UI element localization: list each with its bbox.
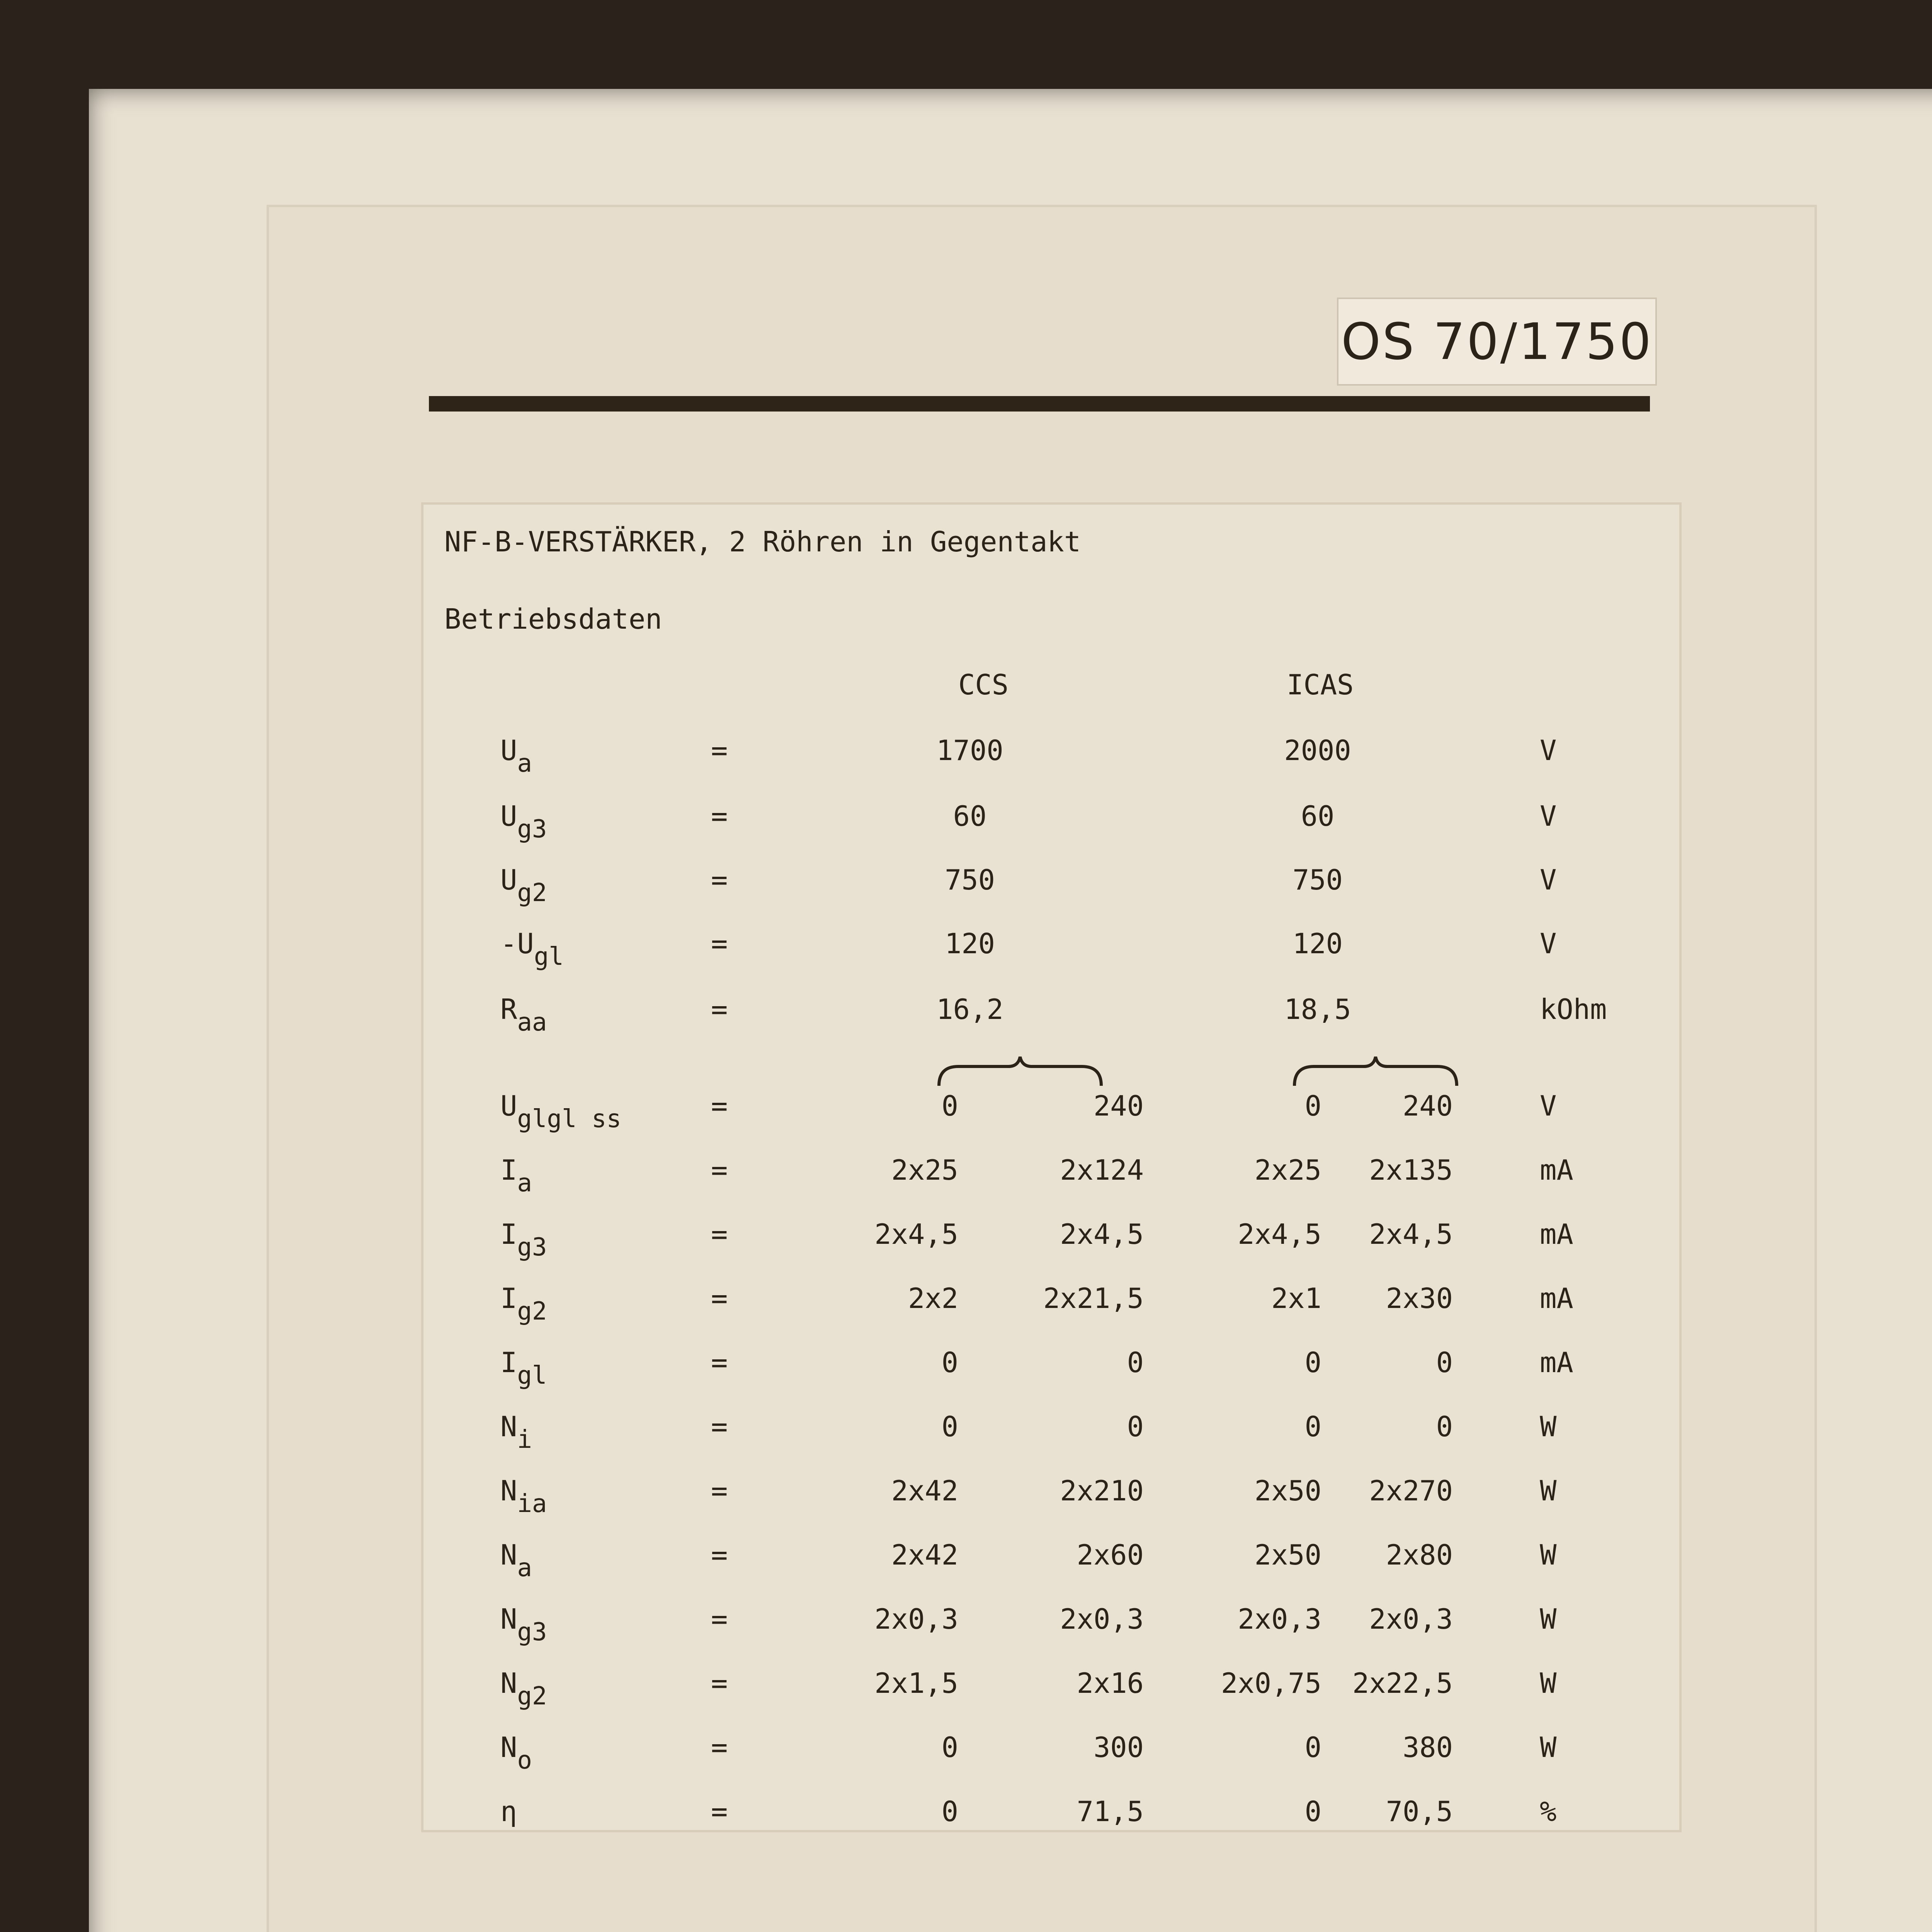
icas-value-start: 0: [1304, 1410, 1321, 1443]
symbol: $N_a$: [500, 1539, 532, 1582]
icas-value: 750: [1292, 864, 1343, 896]
unit: mA: [1540, 1282, 1573, 1315]
ccs-value-end: 0: [1127, 1346, 1144, 1379]
ccs-value: 1700: [936, 734, 1003, 767]
equals-sign: =: [711, 1090, 728, 1122]
symbol: $I_a$: [500, 1154, 532, 1197]
unit: W: [1540, 1539, 1557, 1571]
icas-value-end: 380: [1402, 1731, 1453, 1764]
ccs-value-start: 0: [941, 1346, 958, 1379]
ccs-value-start: 2x0,3: [874, 1603, 958, 1635]
unit: W: [1540, 1475, 1557, 1507]
equals-sign: =: [711, 864, 728, 896]
ccs-value-start: 2x1,5: [874, 1667, 958, 1699]
column-header-ccs: CCS: [958, 668, 1009, 701]
icas-value-start: 2x50: [1254, 1475, 1321, 1507]
icas-value-start: 2x1: [1271, 1282, 1321, 1315]
ccs-brace: [935, 1055, 1105, 1090]
symbol: $N_{g3}$: [500, 1603, 547, 1646]
equals-sign: =: [711, 1795, 728, 1828]
icas-value: 18,5: [1284, 993, 1351, 1026]
icas-value-end: 2x0,3: [1369, 1603, 1453, 1635]
equals-sign: =: [711, 1475, 728, 1507]
symbol: $N_i$: [500, 1410, 532, 1454]
ccs-value-start: 0: [941, 1795, 958, 1828]
ccs-value-end: 2x60: [1077, 1539, 1144, 1571]
equals-sign: =: [711, 1667, 728, 1699]
table-row: [0, 1154, 1932, 1200]
equals-sign: =: [711, 1282, 728, 1315]
symbol: $I_{g3}$: [500, 1218, 547, 1262]
table-row: [0, 1218, 1932, 1264]
icas-value: 120: [1292, 927, 1343, 960]
equals-sign: =: [711, 1218, 728, 1250]
table-row: [0, 1539, 1932, 1585]
table-row: [0, 864, 1932, 910]
symbol: $U_{g2}$: [500, 864, 547, 907]
icas-value-end: 2x80: [1386, 1539, 1453, 1571]
symbol: $U_a$: [500, 734, 532, 778]
table-row: [0, 1731, 1932, 1777]
icas-value-end: 0: [1436, 1346, 1453, 1379]
equals-sign: =: [711, 1410, 728, 1443]
icas-value-end: 2x270: [1369, 1475, 1453, 1507]
icas-value-end: 2x30: [1386, 1282, 1453, 1315]
table-row: [0, 1282, 1932, 1328]
ccs-value: 16,2: [936, 993, 1003, 1026]
table-row: [0, 1795, 1932, 1842]
section-title: Betriebsdaten: [444, 603, 662, 635]
ccs-value-end: 2x124: [1060, 1154, 1144, 1186]
table-row: [0, 1410, 1932, 1457]
icas-value-start: 2x0,3: [1238, 1603, 1321, 1635]
equals-sign: =: [711, 734, 728, 767]
unit: kOhm: [1540, 993, 1607, 1026]
column-header-icas: ICAS: [1287, 668, 1354, 701]
icas-value-end: 70,5: [1386, 1795, 1453, 1828]
icas-value-end: 2x4,5: [1369, 1218, 1453, 1250]
equals-sign: =: [711, 1154, 728, 1186]
table-row: [0, 1346, 1932, 1393]
unit: V: [1540, 800, 1557, 832]
unit: V: [1540, 1090, 1557, 1122]
symbol: $U_{glgl ss}$: [500, 1090, 622, 1133]
unit: V: [1540, 927, 1557, 960]
symbol: $N_{ia}$: [500, 1475, 547, 1518]
ccs-value-end: 0: [1127, 1410, 1144, 1443]
ccs-value-start: 0: [941, 1731, 958, 1764]
unit: W: [1540, 1667, 1557, 1699]
icas-brace: [1291, 1055, 1461, 1090]
symbol: $N_{g2}$: [500, 1667, 547, 1711]
equals-sign: =: [711, 927, 728, 960]
symbol: $I_{gl}$: [500, 1346, 547, 1390]
unit: mA: [1540, 1346, 1573, 1379]
table-row: [0, 1090, 1932, 1136]
equals-sign: =: [711, 1539, 728, 1571]
equals-sign: =: [711, 993, 728, 1026]
unit: V: [1540, 734, 1557, 767]
unit: W: [1540, 1603, 1557, 1635]
symbol: $I_{g2}$: [500, 1282, 547, 1326]
icas-value-start: 0: [1304, 1731, 1321, 1764]
ccs-value-end: 2x16: [1077, 1667, 1144, 1699]
icas-value-start: 0: [1304, 1090, 1321, 1122]
ccs-value: 60: [953, 800, 987, 832]
symbol: $-U_{gl}$: [500, 927, 564, 971]
table-row: [0, 1603, 1932, 1649]
ccs-value-end: 2x0,3: [1060, 1603, 1144, 1635]
symbol: $N_o$: [500, 1731, 532, 1775]
unit: mA: [1540, 1154, 1573, 1186]
ccs-value-start: 0: [941, 1090, 958, 1122]
symbol: η: [500, 1795, 517, 1828]
ccs-value-end: 71,5: [1077, 1795, 1144, 1828]
icas-value-end: 240: [1402, 1090, 1453, 1122]
ccs-value-end: 2x4,5: [1060, 1218, 1144, 1250]
unit: mA: [1540, 1218, 1573, 1250]
document-code: OS 70/1750: [1337, 298, 1657, 386]
icas-value-start: 0: [1304, 1346, 1321, 1379]
ccs-value-start: 2x25: [891, 1154, 958, 1186]
equals-sign: =: [711, 1603, 728, 1635]
table-row: [0, 927, 1932, 974]
icas-value: 2000: [1284, 734, 1351, 767]
ccs-value-start: 0: [941, 1410, 958, 1443]
unit: V: [1540, 864, 1557, 896]
icas-value-start: 2x50: [1254, 1539, 1321, 1571]
ccs-value-end: 300: [1093, 1731, 1144, 1764]
equals-sign: =: [711, 800, 728, 832]
ccs-value-start: 2x4,5: [874, 1218, 958, 1250]
ccs-value-start: 2x2: [908, 1282, 958, 1315]
equals-sign: =: [711, 1346, 728, 1379]
unit: %: [1540, 1795, 1557, 1828]
icas-value-start: 2x4,5: [1238, 1218, 1321, 1250]
icas-value-end: 2x22,5: [1352, 1667, 1453, 1699]
table-row: [0, 1667, 1932, 1713]
ccs-value-end: 2x210: [1060, 1475, 1144, 1507]
icas-value: 60: [1301, 800, 1335, 832]
ccs-value: 120: [944, 927, 995, 960]
icas-value-start: 2x0,75: [1221, 1667, 1321, 1699]
ccs-value: 750: [944, 864, 995, 896]
table-row: [0, 993, 1932, 1039]
icas-value-start: 2x25: [1254, 1154, 1321, 1186]
top-rule: [429, 396, 1650, 412]
unit: W: [1540, 1731, 1557, 1764]
ccs-value-start: 2x42: [891, 1539, 958, 1571]
symbol: $R_{aa}$: [500, 993, 547, 1037]
ccs-value-start: 2x42: [891, 1475, 958, 1507]
icas-value-end: 2x135: [1369, 1154, 1453, 1186]
ccs-value-end: 240: [1093, 1090, 1144, 1122]
ccs-value-end: 2x21,5: [1043, 1282, 1144, 1315]
unit: W: [1540, 1410, 1557, 1443]
icas-value-end: 0: [1436, 1410, 1453, 1443]
table-row: [0, 800, 1932, 846]
symbol: $U_{g3}$: [500, 800, 547, 844]
table-row: [0, 734, 1932, 781]
icas-value-start: 0: [1304, 1795, 1321, 1828]
page-title: NF-B-VERSTÄRKER, 2 Röhren in Gegentakt: [444, 526, 1081, 558]
equals-sign: =: [711, 1731, 728, 1764]
table-row: [0, 1475, 1932, 1521]
